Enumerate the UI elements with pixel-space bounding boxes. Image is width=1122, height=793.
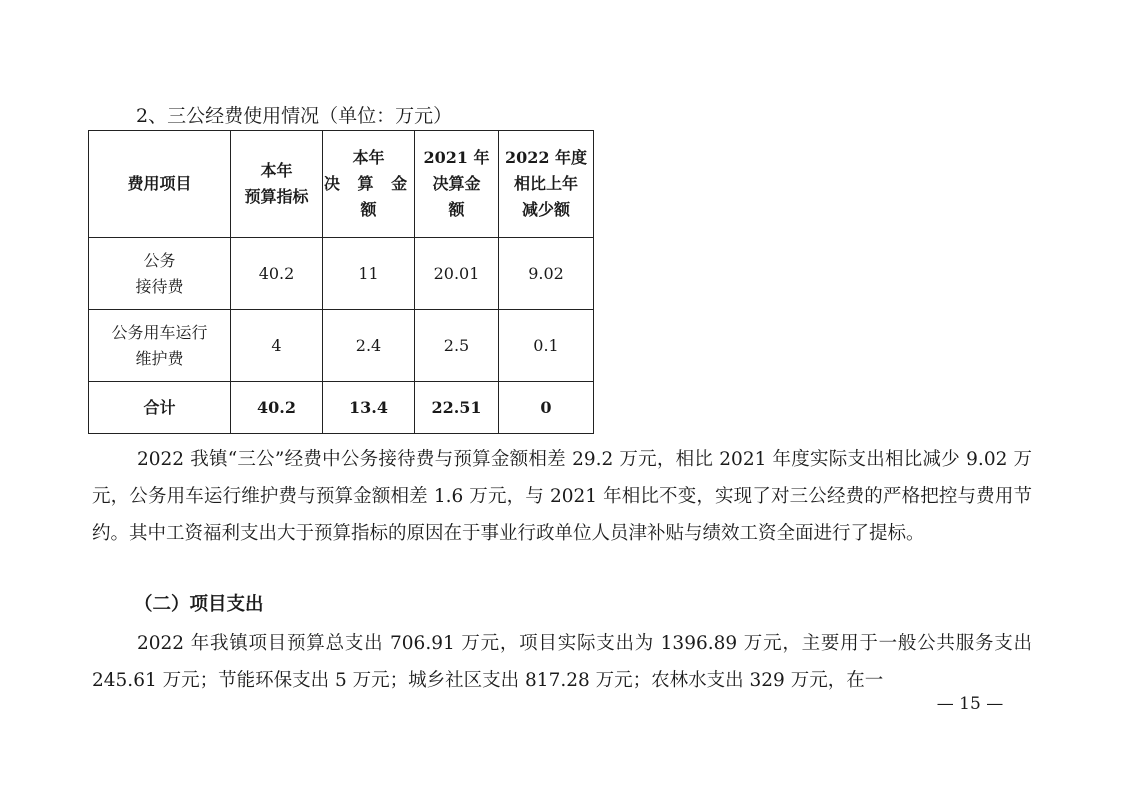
subsection-title: （二）项目支出 — [134, 594, 264, 615]
cell-total-change: 0 — [499, 382, 594, 434]
header-budget: 本年 预算指标 — [231, 131, 323, 238]
cell-item: 公务用车运行 维护费 — [89, 310, 231, 382]
header-change: 2022 年度 相比上年 减少额 — [499, 131, 594, 238]
cell-actual: 2.4 — [323, 310, 415, 382]
paragraph-expense-analysis: 2022 我镇“三公”经费中公务接待费与预算金额相差 29.2 万元，相比 2021 年度实际支出相比减少 9.02 万元，公务用车运行维护费与预算金额相差 1.6 万元，与 2021 年相比不变，实现了对三公经费的严格把控与费用节约。其中工资福利支出大于预算指标的原因在于事业行政单位人员津补贴与绩效工资全面进行了提标。 — [92, 449, 1032, 544]
header-item: 费用项目 — [89, 131, 231, 238]
table-header-row — [89, 131, 594, 238]
paragraph-project-expenditure: 2022 年我镇项目预算总支出 706.91 万元，项目实际支出为 1396.89 万元，主要用于一般公共服务支出 245.61 万元；节能环保支出 5 万元；城乡社区支出 817.28 万元；农林水支出 329 万元，在一 — [92, 633, 1032, 691]
table-row-total — [89, 382, 594, 434]
table-row-reception — [89, 238, 594, 310]
cell-prev-actual: 20.01 — [415, 238, 499, 310]
cell-change: 9.02 — [499, 238, 594, 310]
cell-budget: 40.2 — [231, 238, 323, 310]
cell-prev-actual: 2.5 — [415, 310, 499, 382]
section-title: 2、三公经费使用情况（单位：万元） — [136, 105, 453, 127]
page-number: — 15 — — [936, 694, 1004, 714]
cell-total-prev-actual: 22.51 — [415, 382, 499, 434]
header-prev-actual: 2021 年 决算金 额 — [415, 131, 499, 238]
table-row-vehicle — [89, 310, 594, 382]
cell-item: 公务 接待费 — [89, 238, 231, 310]
cell-actual: 11 — [323, 238, 415, 310]
cell-total-label: 合计 — [89, 382, 231, 434]
cell-total-budget: 40.2 — [231, 382, 323, 434]
cell-total-actual: 13.4 — [323, 382, 415, 434]
cell-budget: 4 — [231, 310, 323, 382]
cell-change: 0.1 — [499, 310, 594, 382]
three-public-expenses-table — [88, 130, 594, 434]
header-actual: 本年 决 算 金 额 — [323, 131, 415, 238]
